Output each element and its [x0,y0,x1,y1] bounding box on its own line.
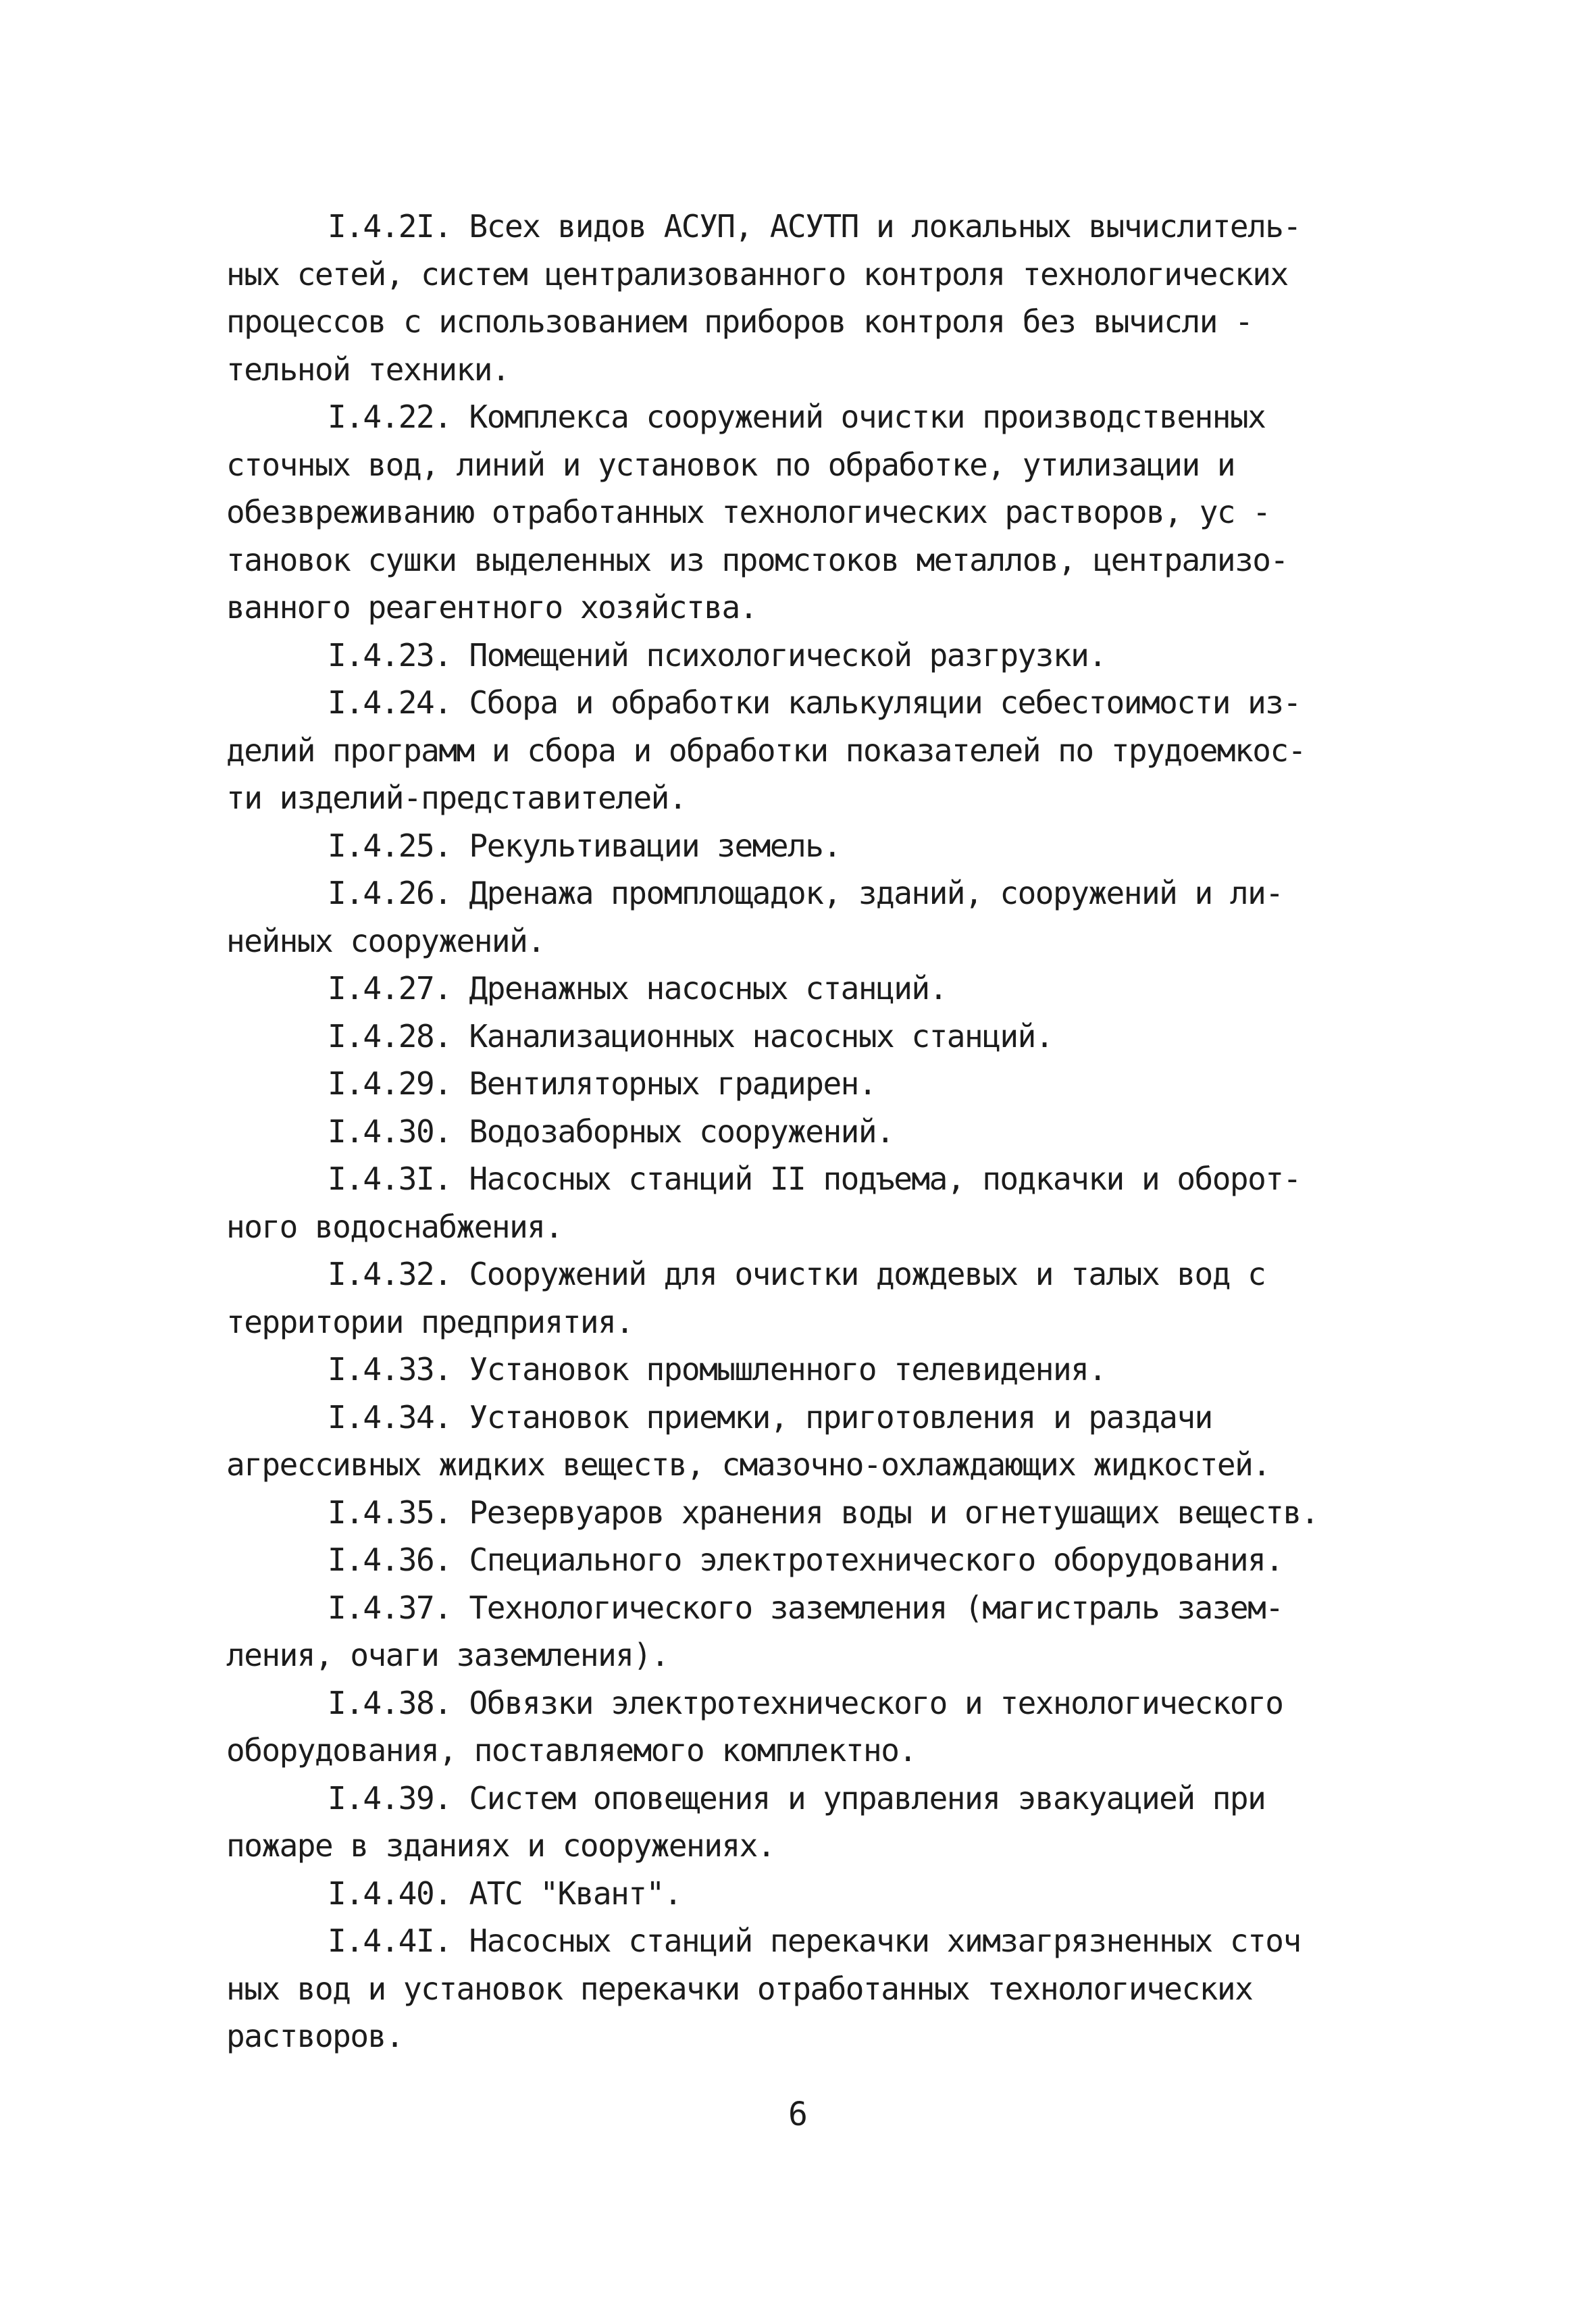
text-line: растворов. [226,2018,403,2054]
text-line: ти изделий-представителей. [226,780,687,816]
text-line: обезвреживанию отработанных технологических растворов, ус - [226,494,1270,530]
text-line: I.4.33. Установок промышленного телевидения. [328,1351,1106,1388]
text-line: I.4.3I. Насосных станций II подъема, подкачки и оборот- [328,1161,1301,1197]
text-line: I.4.25. Рекультивации земель. [328,827,841,864]
text-line: I.4.40. АТС "Квант". [328,1875,681,1912]
text-line: I.4.38. Обвязки электротехнического и технологического [328,1684,1283,1721]
text-line: тановок сушки выделенных из промстоков металлов, централизо- [226,541,1288,578]
text-line: I.4.26. Дренажа промплощадок, зданий, сооружений и ли- [328,875,1283,911]
text-line: ного водоснабжения. [226,1208,563,1245]
text-line: I.4.35. Резервуаров хранения воды и огнетушащих веществ. [328,1494,1318,1531]
text-line: I.4.34. Установок приемки, приготовления и раздачи [328,1398,1212,1435]
text-line: ванного реагентного хозяйства. [226,589,757,626]
text-line: сточных вод, линий и установок по обработке, утилизации и [226,446,1235,483]
text-line: ления, очаги заземления). [226,1637,669,1673]
text-line: I.4.4I. Насосных станций перекачки химзагрязненных сточ [328,1923,1301,1959]
text-line: процессов с использованием приборов контроля без вычисли - [226,303,1253,340]
text-line: пожаре в зданиях и сооружениях. [226,1827,775,1864]
page-number: 6 [788,2095,808,2133]
document-body [226,203,1388,2060]
text-line: I.4.39. Систем оповещения и управления эвакуацией при [328,1779,1266,1816]
text-line: оборудования, поставляемого комплектно. [226,1732,917,1769]
text-line: I.4.29. Вентиляторных градирен. [328,1065,877,1102]
text-line: I.4.30. Водозаборных сооружений. [328,1113,894,1150]
text-line: агрессивных жидких веществ, смазочно-охлаждающих жидкостей. [226,1446,1270,1483]
text-line: I.4.24. Сбора и обработки калькуляции себестоимости из- [328,684,1301,721]
text-line: I.4.22. Комплекса сооружений очистки производственных [328,399,1266,435]
text-line: I.4.28. Канализационных насосных станций. [328,1017,1053,1054]
text-line: I.4.27. Дренажных насосных станций. [328,970,947,1007]
text-line: I.4.32. Сооружений для очистки дождевых и талых вод с [328,1256,1266,1292]
text-line: I.4.23. Помещений психологической разгрузки. [328,636,1106,673]
text-line: I.4.37. Технологического заземления (магистраль зазем- [328,1589,1283,1626]
text-line: нейных сооружений. [226,922,545,959]
text-line: тельной техники. [226,351,510,388]
text-line: территории предприятия. [226,1303,634,1340]
text-line: ных сетей, систем централизованного контроля технологических [226,255,1288,293]
text-line: I.4.2I. Всех видов АСУП, АСУТП и локальных вычислитель- [328,208,1301,245]
text-line: делий программ и сбора и обработки показателей по трудоемкос- [226,732,1306,769]
text-line: I.4.36. Специального электротехнического оборудования. [328,1542,1283,1578]
text-line: ных вод и установок перекачки отработанных технологических [226,1970,1253,2007]
